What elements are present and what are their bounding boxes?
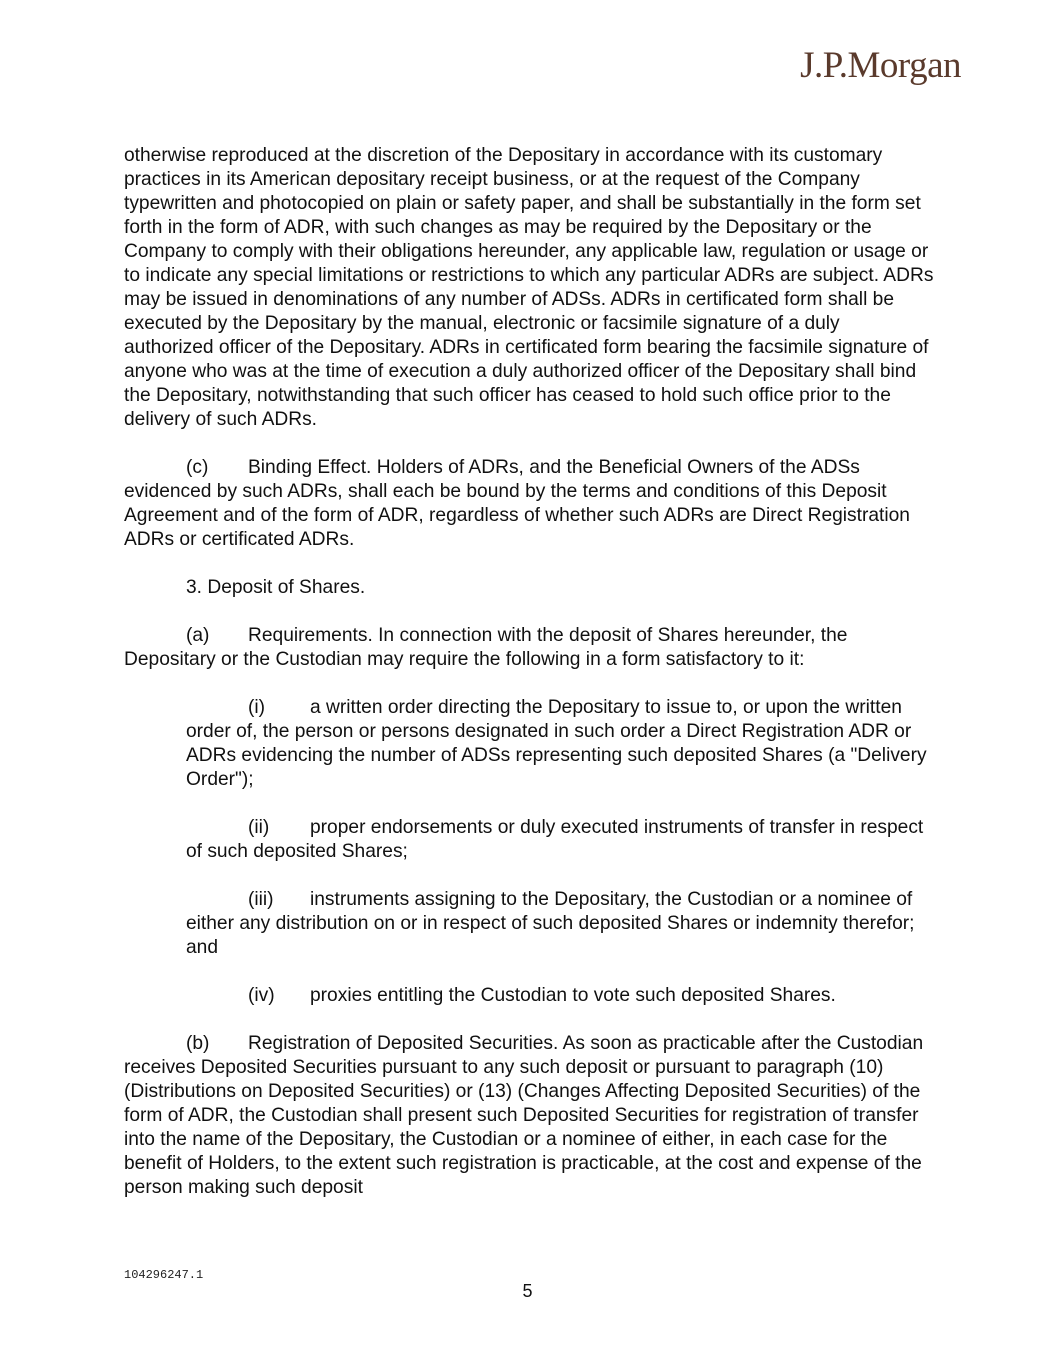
paragraph-registration [124, 1032, 934, 1200]
jpmorgan-logo: J.P.Morgan [800, 45, 961, 86]
paragraph-continuation: otherwise reproduced at the discretion of the Depositary in accordance with its customary practices in its American depositary receipt business, or at the request of the Company typewritten and photocopied on plain or safety paper, and shall be substantially in the form set forth in the form of ADR, with such changes as may be required by the Depositary or the Company to comply with their obligations hereunder, any applicable law, regulation or usage or to indicate any special limitations or restrictions to which any particular ADRs are subject. ADRs may be issued in denominations of any number of ADSs. ADRs in certificated form shall be executed by the Depositary by the manual, electronic or facsimile signature of a duly authorized officer of the Depositary. ADRs in certificated form bearing the facsimile signature of anyone who was at the time of execution a duly authorized officer of the Depositary shall bind the Depositary, notwithstanding that such officer has ceased to hold such office prior to the delivery of such ADRs. [124, 145, 934, 430]
clause-label-a: (a) [186, 625, 210, 646]
clause-text-b: Registration of Deposited Securities. As soon as practicable after the Custodian receives Deposited Securities pursuant to any such deposit or pursuant to paragraph (10) (Distributions on Deposited Securities) or (13) (Changes Affecting Deposited Securities) of the form of ADR, the Custodian shall present such Deposited Securities for registration of transfer into the name of the Depositary, the Custodian or a nominee of either, in each case for the benefit of Holders, to the extent such registration is practicable, at the cost and expense of the person making such deposit [124, 1033, 924, 1198]
sub-item-i [186, 696, 934, 792]
sub-item-ii [186, 816, 934, 864]
document-body [124, 144, 934, 1224]
document-id: 104296247.1 [124, 1268, 204, 1282]
sub-text-iv: proxies entitling the Custodian to vote such deposited Shares. [310, 985, 836, 1006]
clause-text-c: Binding Effect. Holders of ADRs, and the Beneficial Owners of the ADSs evidenced by such ADRs, shall each be bound by the terms and conditions of this Deposit Agreement and of the form of ADR, regardless of whether such ADRs are Direct Registration ADRs or certificated ADRs. [124, 457, 910, 550]
clause-label-b: (b) [186, 1033, 210, 1054]
section-heading-deposit-of-shares: 3. Deposit of Shares. [186, 577, 366, 598]
sub-item-iv [186, 984, 934, 1008]
sub-text-iii: instruments assigning to the Depositary, the Custodian or a nominee of either any distribution on or in respect of such deposited Shares or indemnity therefor; and [186, 889, 915, 958]
page-number: 5 [522, 1281, 533, 1301]
sub-item-iii [186, 888, 934, 960]
paragraph-requirements [124, 624, 934, 672]
sub-text-ii: proper endorsements or duly executed instruments of transfer in respect of such deposited Shares; [186, 817, 924, 862]
sub-label-ii: (ii) [248, 817, 270, 838]
paragraph-binding-effect [124, 456, 934, 552]
sub-label-iv: (iv) [248, 985, 275, 1006]
clause-text-a: Requirements. In connection with the deposit of Shares hereunder, the Depositary or the Custodian may require the following in a form satisfactory to it: [124, 625, 848, 670]
sub-text-i: a written order directing the Depositary to issue to, or upon the written order of, the person or persons designated in such order a Direct Registration ADR or ADRs evidencing the number of ADSs representing such deposited Shares (a "Delivery Order"); [186, 697, 927, 790]
sub-label-iii: (iii) [248, 889, 274, 910]
sub-label-i: (i) [248, 697, 266, 718]
clause-label-c: (c) [186, 457, 209, 478]
